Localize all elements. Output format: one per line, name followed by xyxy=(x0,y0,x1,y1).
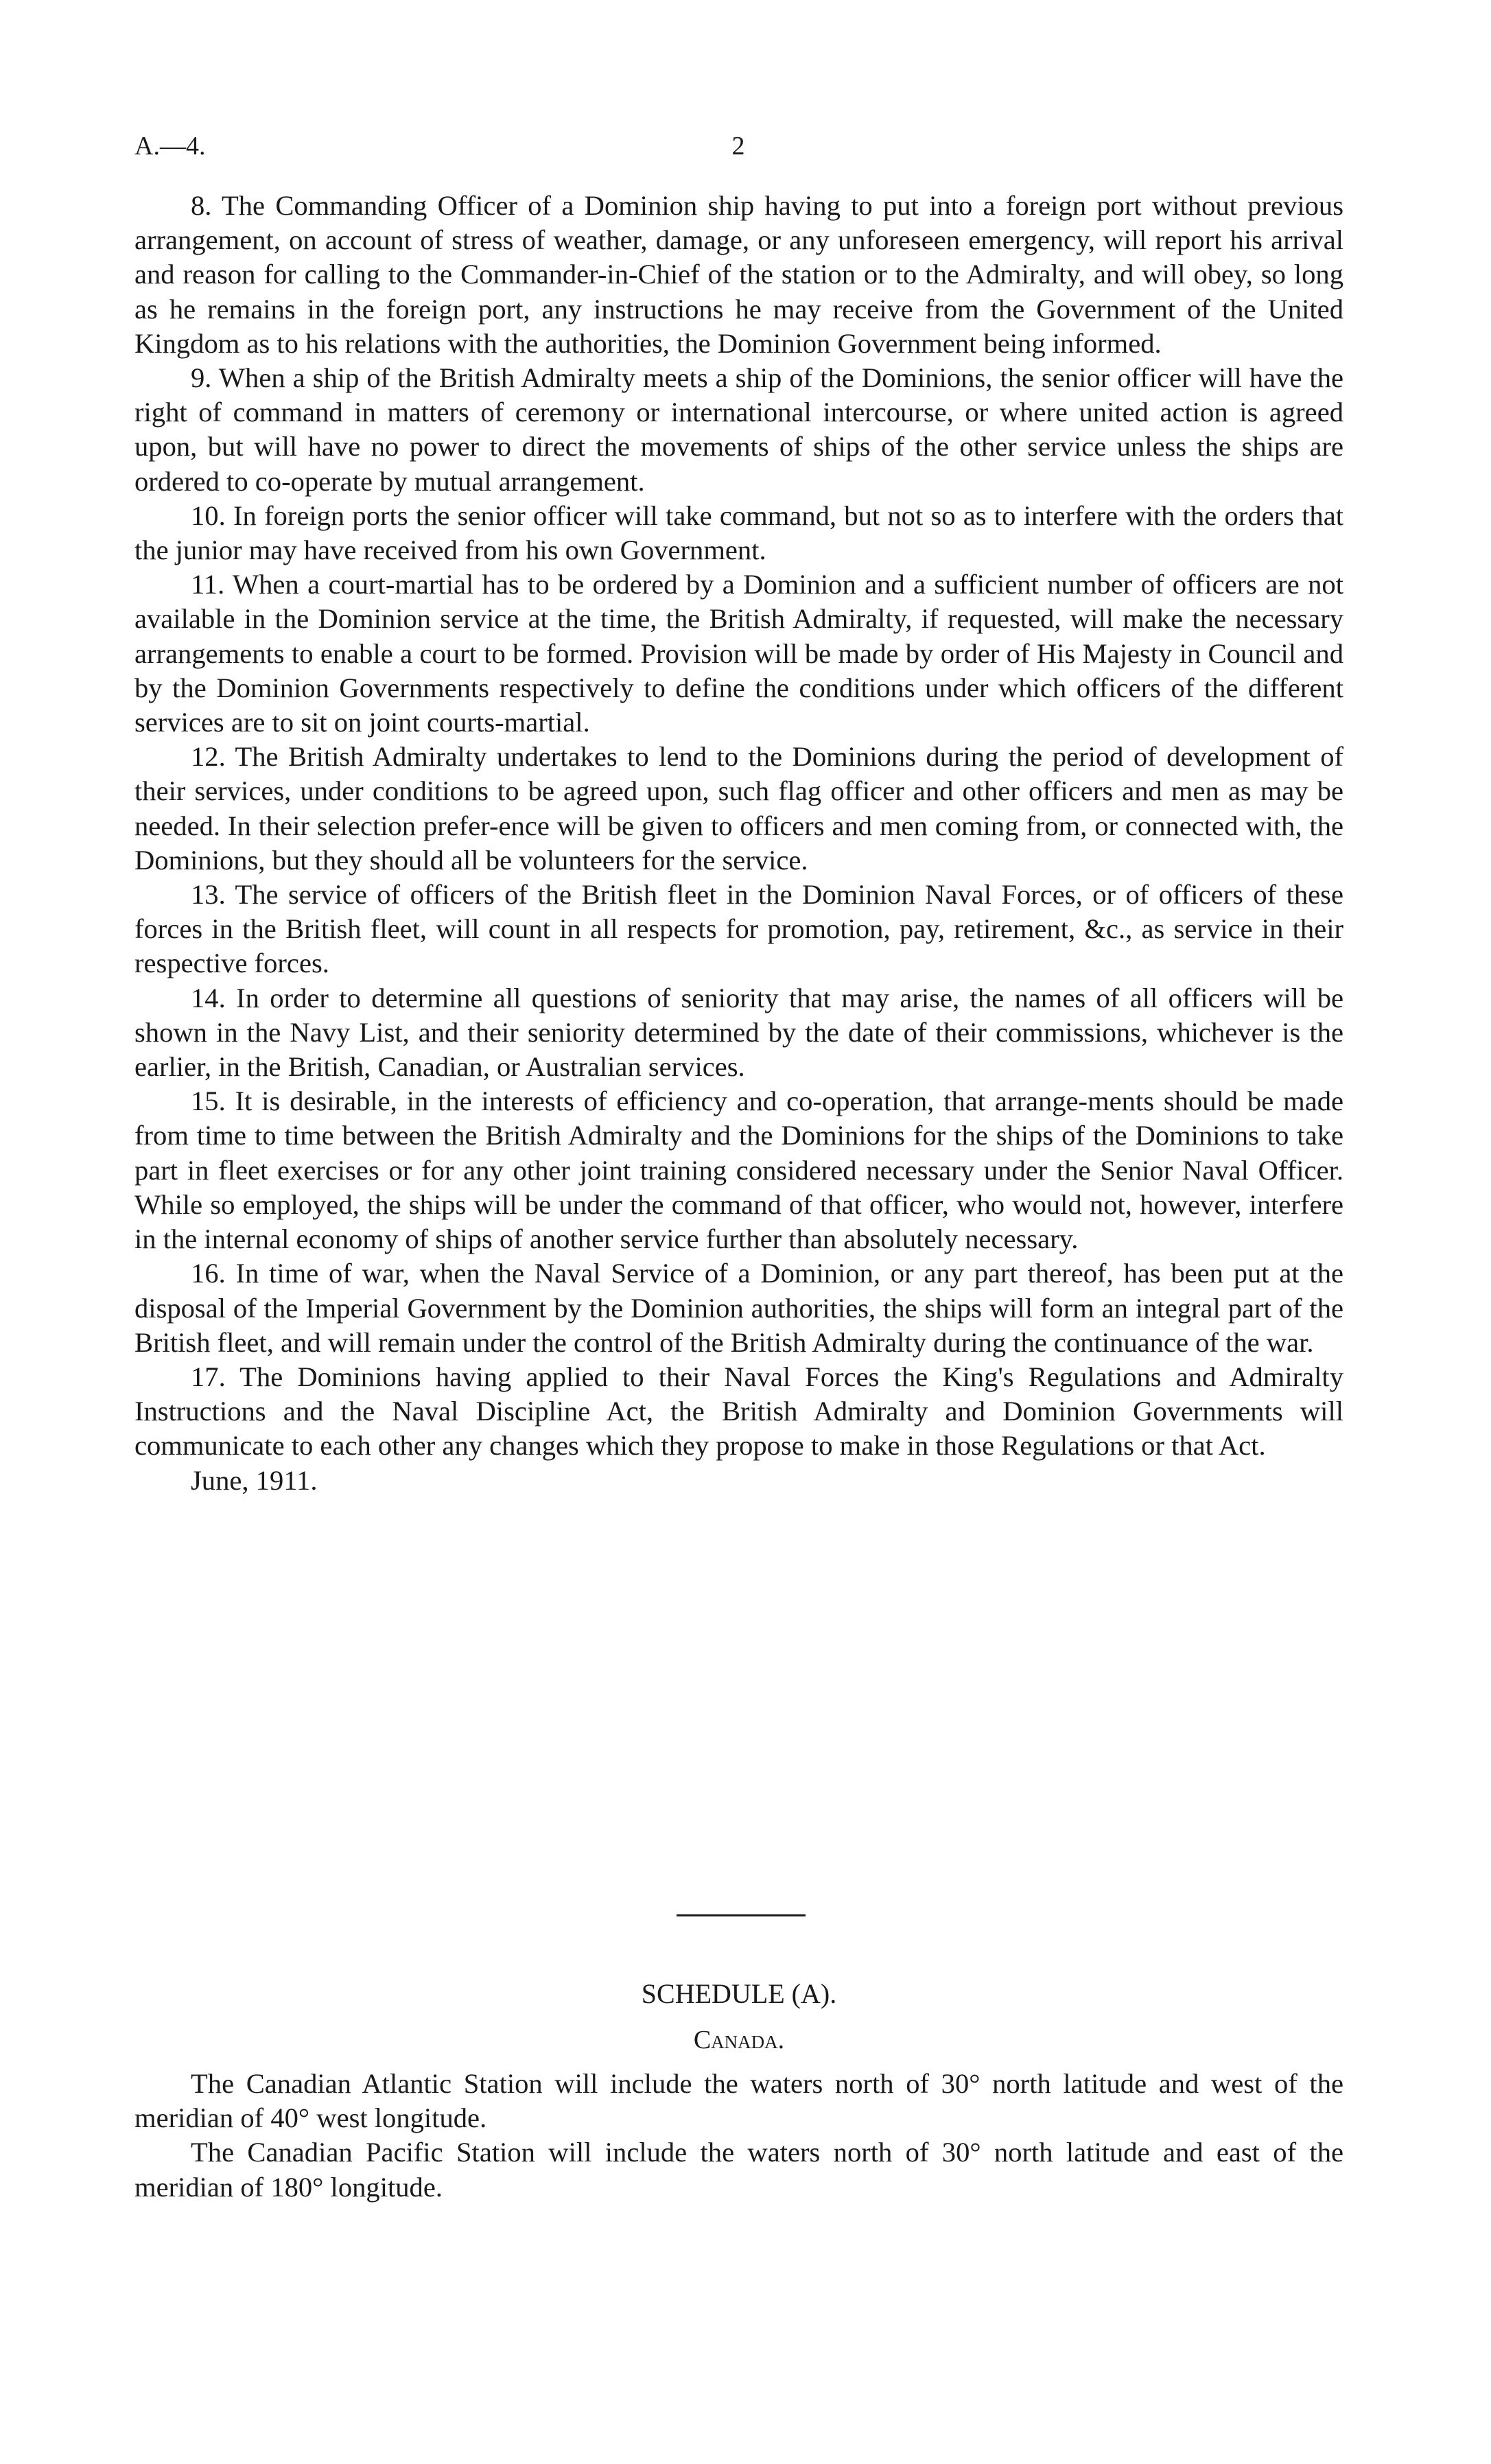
paragraph-16: 16. In time of war, when the Naval Service of a Dominion, or any part thereof, has been put at the disposal of the Imperial Government by the Dominion authorities, the ships will form an integral part of the British fleet, and will remain under the control of the British Admiralty during the continuance of the war. xyxy=(134,1258,1343,1358)
schedule-subtitle: Canada. xyxy=(693,2026,785,2054)
date-line: June, 1911. xyxy=(191,1464,318,1496)
paragraph-8: 8. The Commanding Officer of a Dominion ship having to put into a foreign port without previous arrangement, on account of stress of weather, damage, or any unforeseen emergency, will report his arrival and reason for calling to the Commander-in-Chief of the station or to the Admiralty, and will obey, so long as he remains in the foreign port, any instructions he may receive from the Government of the United Kingdom as to his relations with the authorities, the Dominion Government being informed. xyxy=(134,190,1343,359)
schedule-paragraph-atlantic: The Canadian Atlantic Station will include the waters north of 30° north latitude and west of the meridian of 40° west longitude. xyxy=(134,2068,1343,2134)
document-reference: A.—4. xyxy=(134,132,206,161)
paragraph-14: 14. In order to determine all questions of seniority that may arise, the names of all officers will be shown in the Navy List, and their seniority determined by the date of their commissions, whichever is the earlier, in the British, Canadian, or Australian services. xyxy=(134,982,1343,1083)
schedule-paragraph-pacific: The Canadian Pacific Station will include the waters north of 30° north latitude and east of the meridian of 180° longitude. xyxy=(134,2137,1343,2203)
schedule-title: SCHEDULE (A). xyxy=(641,1978,837,2009)
page-number: 2 xyxy=(731,132,745,161)
paragraph-11: 11. When a court-martial has to be ordered by a Dominion and a sufficient number of officers are not available in the Dominion service at the time, the British Admiralty, if requested, will make the necessary arrangements to enable a court to be formed. Provision will be made by order of His Majesty in Council and by the Dominion Governments respectively to define the conditions under which officers of the different services are to sit on joint courts-martial. xyxy=(134,569,1343,738)
schedule-text xyxy=(134,2067,1343,2205)
body-text xyxy=(134,189,1343,1498)
paragraph-10: 10. In foreign ports the senior officer will take command, but not so as to interfere with the orders that the junior may have received from his own Government. xyxy=(134,500,1343,566)
paragraph-13: 13. The service of officers of the British fleet in the Dominion Naval Forces, or of officers of these forces in the British fleet, will count in all respects for promotion, pay, retirement, &c., as service in their respective forces. xyxy=(134,879,1343,979)
section-divider xyxy=(677,1914,806,1916)
paragraph-9: 9. When a ship of the British Admiralty meets a ship of the Dominions, the senior officer will have the right of command in matters of ceremony or international intercourse, or where united action is agreed upon, but will have no power to direct the movements of ships of the other service unless the ships are ordered to co-operate by mutual arrangement. xyxy=(134,362,1343,497)
paragraph-15: 15. It is desirable, in the interests of efficiency and co-operation, that arrange-ments should be made from time to time between the British Admiralty and the Dominions for the ships of the Dominions to take part in fleet exercises or for any other joint training considered necessary under the Senior Naval Officer. While so employed, the ships will be under the command of that officer, who would not, however, interfere in the internal economy of ships of another service further than absolutely necessary. xyxy=(134,1086,1343,1255)
page-header xyxy=(134,122,1342,170)
paragraph-12: 12. The British Admiralty undertakes to lend to the Dominions during the period of development of their services, under conditions to be agreed upon, such flag officer and other officers and men as may be needed. In their selection prefer-ence will be given to officers and men coming from, or connected with, the Dominions, but they should all be volunteers for the service. xyxy=(134,741,1343,876)
paragraph-17: 17. The Dominions having applied to their Naval Forces the King's Regulations and Admiralty Instructions and the Naval Discipline Act, the British Admiralty and Dominion Governments will communicate to each other any changes which they propose to make in those Regulations or that Act. xyxy=(134,1361,1343,1462)
